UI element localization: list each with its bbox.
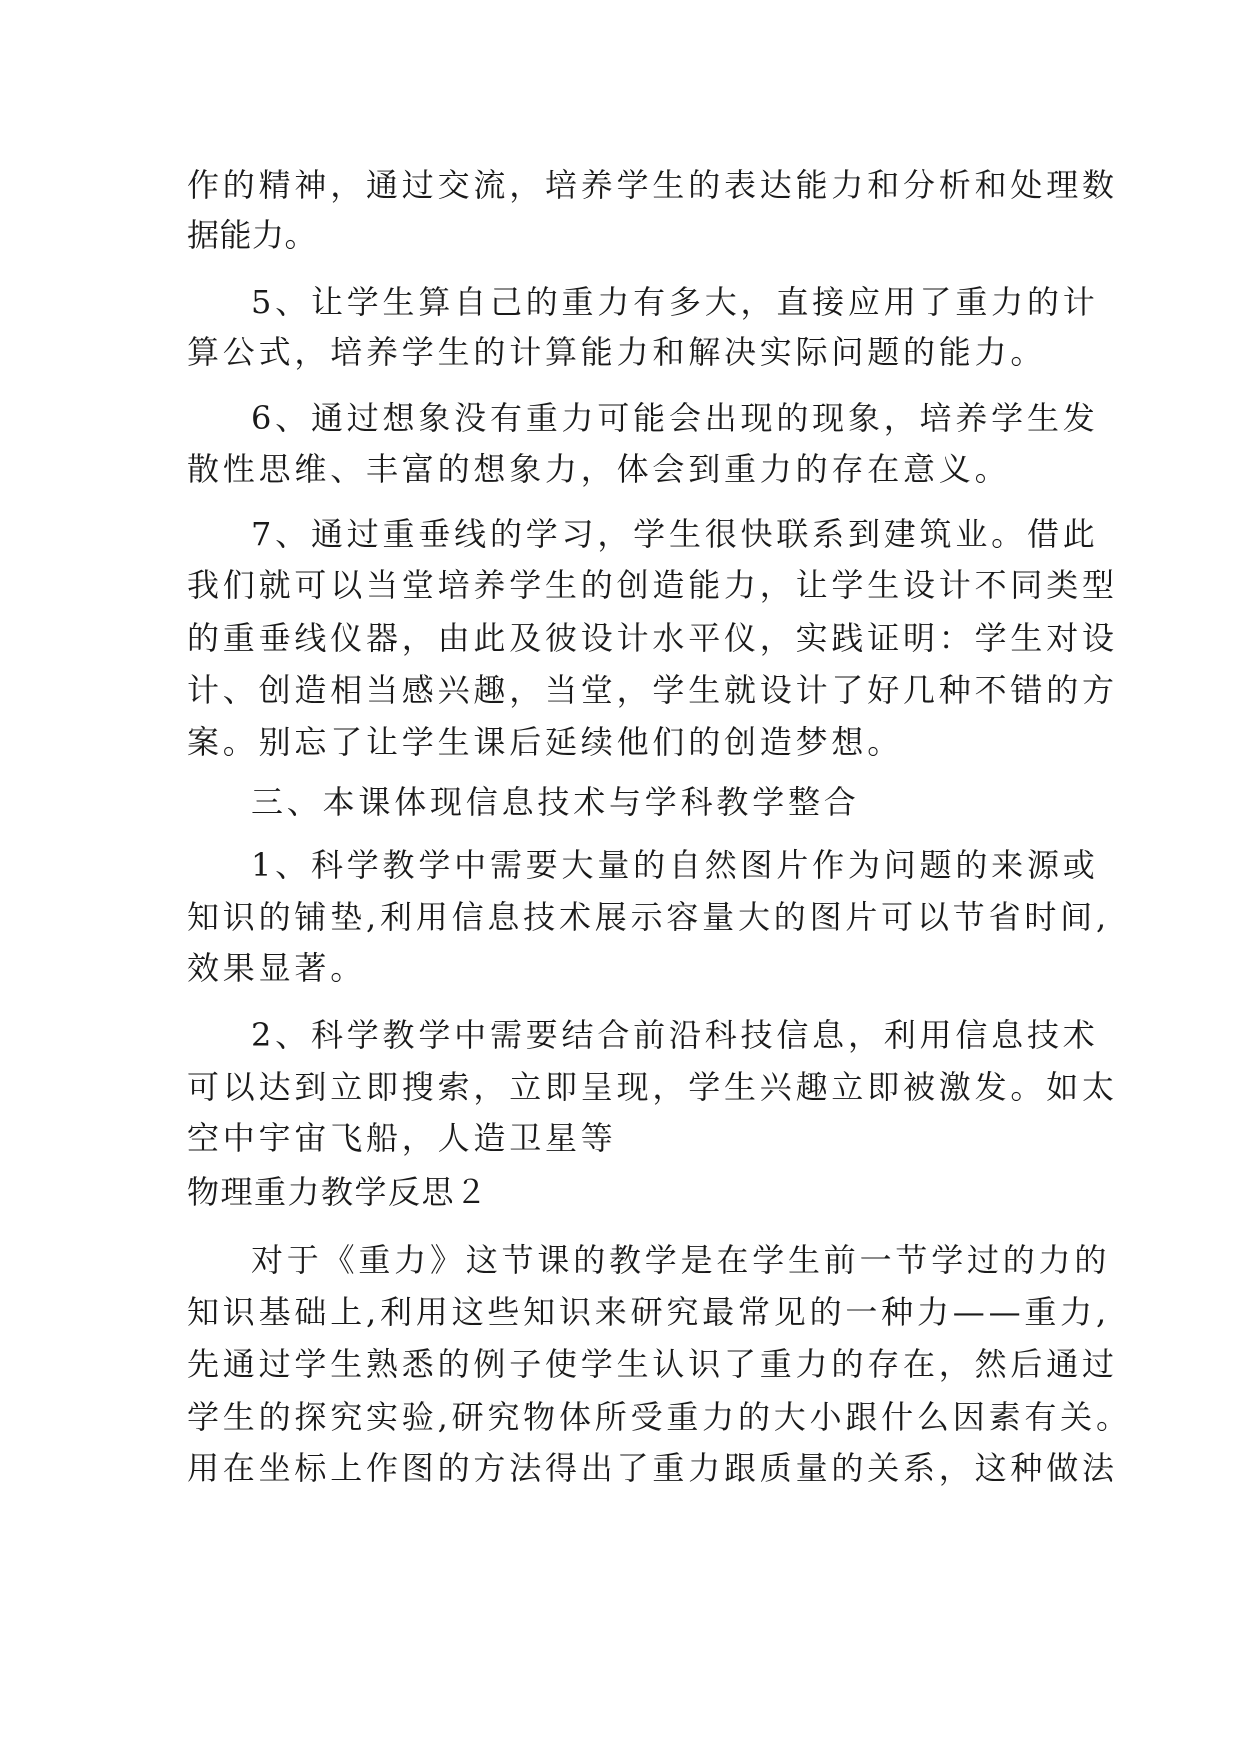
text-line: 知识基础上,利用这些知识来研究最常见的一种力——重力, (187, 1293, 1110, 1331)
text-line: 计、创造相当感兴趣，当堂，学生就设计了好几种不错的方 (187, 671, 1118, 709)
text-line: 的重垂线仪器，由此及彼设计水平仪，实践证明：学生对设 (187, 619, 1118, 657)
text-line: 作的精神，通过交流，培养学生的表达能力和分析和处理数 (187, 166, 1118, 204)
text-line: 用在坐标上作图的方法得出了重力跟质量的关系，这种做法 (187, 1449, 1118, 1487)
text-line: 2、科学教学中需要结合前沿科技信息，利用信息技术 (251, 1016, 1099, 1054)
text-line: 案。别忘了让学生课后延续他们的创造梦想。 (187, 723, 904, 761)
text-line: 散性思维、丰富的想象力，体会到重力的存在意义。 (187, 450, 1011, 488)
text-line: 算公式，培养学生的计算能力和解决实际问题的能力。 (187, 333, 1047, 371)
text-line: 知识的铺垫,利用信息技术展示容量大的图片可以节省时间, (187, 898, 1110, 936)
text-line: 5、让学生算自己的重力有多大，直接应用了重力的计 (251, 283, 1099, 321)
text-line: 先通过学生熟悉的例子使学生认识了重力的存在，然后通过 (187, 1345, 1118, 1383)
text-line: 效果显著。 (187, 949, 367, 987)
text-line: 可以达到立即搜索，立即呈现，学生兴趣立即被激发。如太 (187, 1068, 1118, 1106)
text-line: 对于《重力》这节课的教学是在学生前一节学过的力的 (251, 1241, 1111, 1279)
section-title: 物理重力教学反思２ (187, 1173, 489, 1211)
text-line: 据能力。 (187, 216, 318, 254)
text-line: 1、科学教学中需要大量的自然图片作为问题的来源或 (251, 846, 1099, 884)
text-line: 6、通过想象没有重力可能会出现的现象，培养学生发 (251, 399, 1099, 437)
text-line: 我们就可以当堂培养学生的创造能力，让学生设计不同类型 (187, 566, 1118, 604)
section-heading: 三、本课体现信息技术与学科教学整合 (251, 783, 860, 821)
text-line: 空中宇宙飞船，人造卫星等 (187, 1119, 617, 1157)
text-line: 学生的探究实验,研究物体所受重力的大小跟什么因素有关。 (187, 1398, 1132, 1436)
text-line: 7、通过重垂线的学习，学生很快联系到建筑业。借此 (251, 515, 1099, 553)
